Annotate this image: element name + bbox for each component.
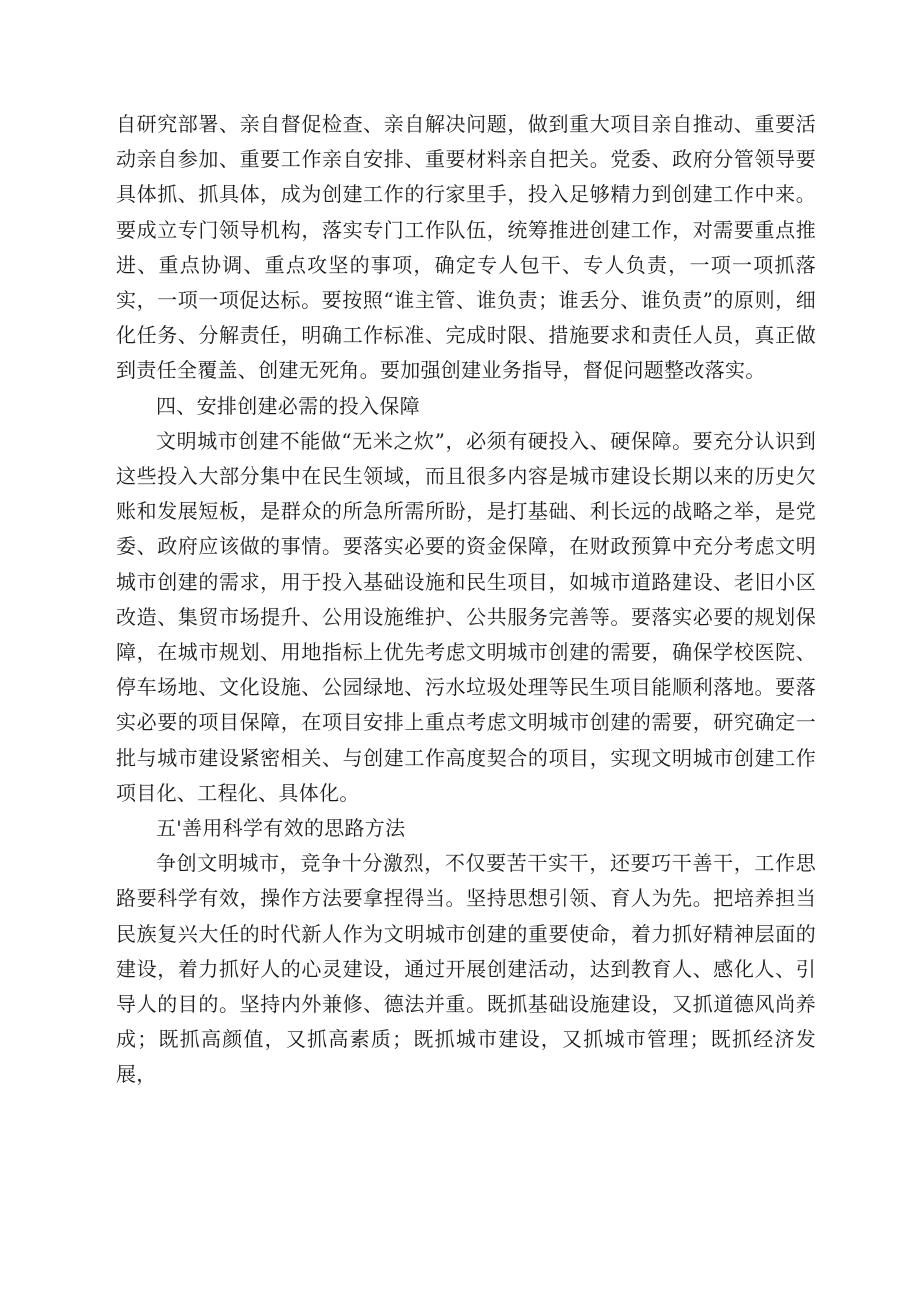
paragraph-investment-guarantee: 文明城市创建不能做“无米之炊”，必须有硬投入、硬保障。要充分认识到这些投入大部分集中在民生领域，而且很多内容是城市建设长期以来的历史欠账和发展短板，是群众的所急所需所盼，是打基础、利长远的战略之举，是党委、政府应该做的事情。要落实必要的资金保障，在财政预算中充分考虑文明城市创建的需求，用于投入基础设施和民生项目，如城市道路建设、老旧小区改造、集贸市场提升、公用设施维护、公共服务完善等。要落实必要的规划保障，在城市规划、用地指标上优先考虑文明城市创建的需要，确保学校医院、停车场地、文化设施、公园绿地、污水垃圾处理等民生项目能顺利落地。要落实必要的项目保障，在项目安排上重点考虑文明城市创建的需要，研究确定一批与城市建设紧密相关、与创建工作高度契合的项目，实现文明城市创建工作项目化、工程化、具体化。	[116, 428, 816, 805]
section-heading-four: 四、安排创建必需的投入保障	[156, 393, 420, 418]
document-body	[116, 107, 816, 1093]
section-heading-five: 五'善用科学有效的思路方法	[156, 816, 406, 841]
paragraph-methods: 争创文明城市，竞争十分激烈，不仅要苦干实干，还要巧干善干，工作思路要科学有效，操作方法要拿捏得当。坚持思想引领、育人为先。把培养担当民族复兴大任的时代新人作为文明城市创建的重要使命，着力抓好精神层面的建设，着力抓好人的心灵建设，通过开展创建活动，达到教育人、感化人、引导人的目的。坚持内外兼修、德法并重。既抓基础设施建设，又抓道德风尚养成；既抓高颜值，又抓高素质；既抓城市建设，又抓城市管理；既抓经济发展，	[116, 851, 816, 1087]
paragraph-continuation: 自研究部署、亲自督促检查、亲自解决问题，做到重大项目亲自推动、重要活动亲自参加、重要工作亲自安排、重要材料亲自把关。党委、政府分管领导要具体抓、抓具体，成为创建工作的行家里手，投入足够精力到创建工作中来。要成立专门领导机构，落实专门工作队伍，统筹推进创建工作，对需要重点推进、重点协调、重点攻坚的事项，确定专人包干、专人负责，一项一项抓落实，一项一项促达标。要按照“谁主管、谁负责；谁丢分、谁负责”的原则，细化任务、分解责任，明确工作标准、完成时限、措施要求和责任人员，真正做到责任全覆盖、创建无死角。要加强创建业务指导，督促问题整改落实。	[116, 112, 816, 383]
